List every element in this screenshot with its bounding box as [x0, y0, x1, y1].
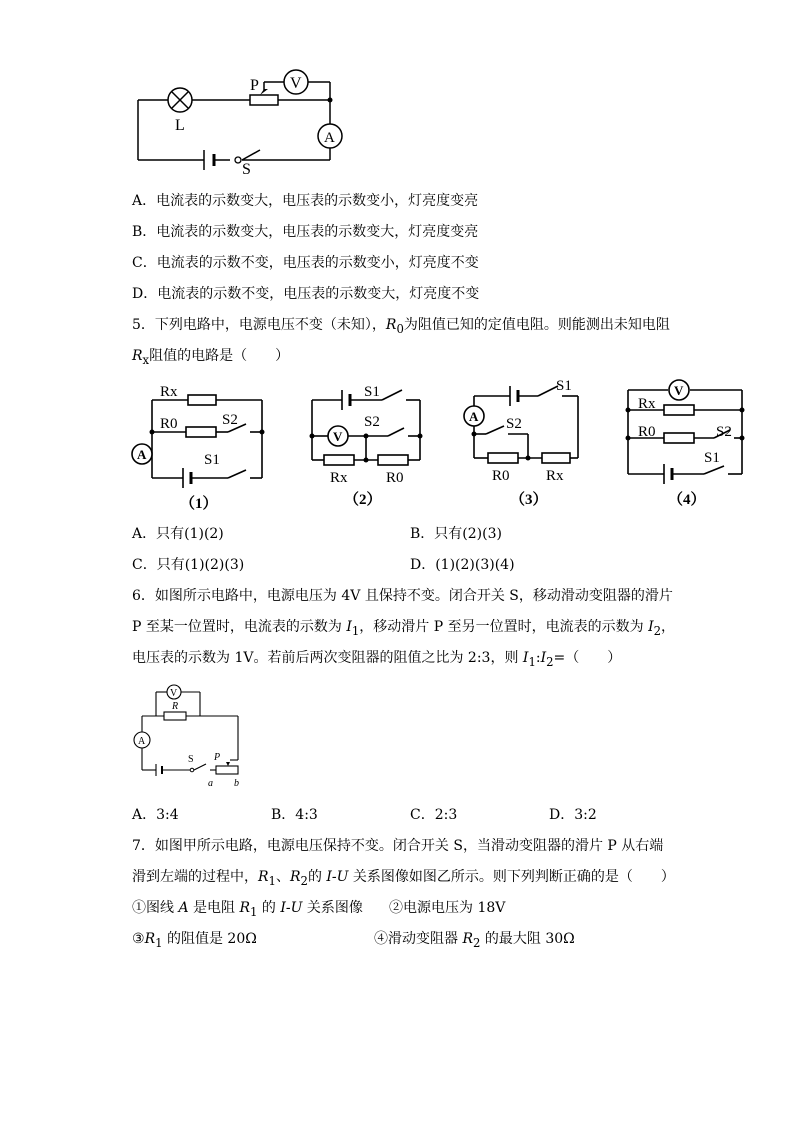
q7-line2-part1: 滑到左端的过程中， — [132, 869, 258, 885]
q4-option-c: C．电流表的示数不变，电压表的示数变小，灯亮度不变 — [132, 255, 479, 271]
q5-option-d: D．(1)(2)(3)(4) — [410, 557, 515, 573]
q7-s4-r-symbol: R — [462, 931, 473, 947]
q5-rx-subscript: x — [142, 352, 150, 367]
q5-fig2-r0-label: R0 — [386, 470, 404, 486]
q7-r1-subscript: 1 — [268, 873, 276, 888]
q6-option-b: B．4:3 — [271, 807, 318, 823]
q5-fig4-s1-label: S1 — [704, 450, 720, 466]
q5-fig1-s1-label: S1 — [204, 452, 220, 468]
q5-fig4-caption: （4） — [668, 492, 706, 508]
q6-ratio-sub2: 2 — [546, 654, 554, 669]
switch-label: S — [242, 161, 251, 177]
q6-ratio-sub1: 1 — [528, 654, 536, 669]
q7-statement-2: ②电源电压为 18V — [389, 900, 506, 916]
q5-fig2-voltmeter-label: V — [333, 429, 343, 444]
q7-s1-curve-a: A — [178, 900, 189, 916]
q6-line3-part2: =（ ） — [553, 650, 622, 666]
q5-option-c: C．只有(1)(2)(3) — [132, 557, 245, 573]
q5-stem-line1 — [132, 316, 670, 338]
q6-line2-part3: ， — [661, 619, 676, 635]
q6-i1-symbol: I — [346, 619, 352, 635]
q5-r0-subscript: 0 — [396, 321, 404, 336]
q6-ratio-i2: I — [540, 650, 547, 666]
q7-r1-symbol: R — [258, 869, 269, 885]
q7-s1-part3: 的 — [257, 900, 281, 916]
q5-figure-2 — [302, 380, 432, 515]
q7-s4-part1: ④滑动变阻器 — [374, 931, 463, 947]
q6-end-a-label: a — [208, 778, 213, 789]
q7-s4-part2: 的最大阻 30Ω — [480, 931, 575, 947]
q5-fig3-r0-label: R0 — [492, 468, 510, 484]
q6-ratio-colon: : — [535, 650, 541, 666]
voltmeter-label: V — [290, 75, 302, 92]
q6-voltmeter-label: V — [170, 688, 178, 699]
q4-option-d: D．电流表的示数不变，电压表的示数变大，灯亮度不变 — [132, 286, 480, 302]
q7-r2-symbol: R — [289, 869, 301, 885]
q5-fig4-voltmeter-label: V — [674, 383, 684, 398]
q7-r2-subscript: 2 — [300, 873, 308, 888]
q5-fig1-s2-label: S2 — [222, 412, 238, 428]
q7-s3-r-symbol: R — [144, 931, 156, 947]
q5-fig2-s2-label: S2 — [364, 414, 380, 430]
q5-stem-line2 — [132, 347, 289, 369]
q6-option-c: C．2:3 — [410, 807, 458, 823]
q6-ratio-i1: I — [522, 650, 529, 666]
q5-option-b: B．只有(2)(3) — [410, 526, 502, 542]
q5-fig3-rx-label: Rx — [546, 468, 564, 484]
q7-s1-part4: 关系图像 — [302, 900, 363, 916]
q6-stem-line2 — [132, 618, 675, 640]
q4-option-b: B．电流表的示数变大，电压表的示数变大，灯亮度变亮 — [132, 224, 479, 240]
q6-line2-part1: P 至某一位置时，电流表的示数为 — [132, 619, 347, 635]
q6-stem-line1: 6．如图所示电路中，电源电压为 4V 且保持不变。闭合开关 S，移动滑动变阻器的滑片 — [132, 588, 673, 604]
q7-s1-r-symbol: R — [239, 900, 251, 916]
q6-line3-part1: 电压表的示数为 1V。若前后两次变阻器的阻值之比为 2:3，则 — [132, 650, 523, 666]
q5-figure-4 — [620, 374, 750, 514]
q5-fig3-s1-label: S1 — [556, 378, 572, 394]
q6-stem-line3 — [132, 649, 621, 671]
q5-fig4-rx-label: Rx — [638, 396, 656, 412]
q4-circuit-figure — [130, 62, 360, 177]
q7-s3-r-subscript: 1 — [155, 935, 163, 950]
q6-i2-subscript: 2 — [653, 623, 662, 638]
q6-circuit-figure — [130, 680, 250, 790]
q4-option-a: A．电流表的示数变大，电压表的示数变小，灯亮度变亮 — [132, 193, 479, 209]
lamp-label: L — [175, 117, 185, 134]
q5-fig2-rx-label: Rx — [330, 470, 348, 486]
q5-stem-part3: 阻值的电路是（ ） — [149, 348, 290, 364]
q5-fig1-r0-label: R0 — [160, 416, 178, 432]
q5-rx-symbol: R — [132, 348, 143, 364]
q5-fig3-ammeter-label: A — [469, 409, 479, 424]
q5-fig4-r0-label: R0 — [638, 424, 656, 440]
q7-stem-line2 — [132, 868, 675, 890]
q7-s1-iu-symbol: I-U — [280, 900, 303, 916]
q6-option-a: A．3:4 — [132, 807, 179, 823]
q5-stem-part1: 5．下列电路中，电源电压不变（未知）， — [132, 317, 386, 333]
q7-s1-part2: 是电阻 — [188, 900, 240, 916]
q7-line2-part3: 关系图像如图乙所示。则下列判断正确的是（ ） — [348, 869, 675, 885]
q5-fig2-s1-label: S1 — [364, 384, 380, 400]
q6-i1-subscript: 1 — [351, 623, 360, 638]
q6-resistor-label: R — [172, 701, 179, 712]
q5-r0-symbol: R — [385, 317, 397, 333]
q7-statement-1 — [132, 899, 363, 921]
q7-s1-r-subscript: 1 — [250, 904, 258, 919]
q5-fig1-ammeter-label: A — [137, 447, 147, 462]
q6-end-b-label: b — [234, 778, 239, 789]
q7-separator: 、 — [275, 869, 290, 885]
q7-s1-part1: ①图线 — [132, 900, 179, 916]
q7-s4-r-subscript: 2 — [473, 935, 481, 950]
q6-switch-label: S — [188, 754, 194, 765]
q5-fig4-s2-label: S2 — [716, 424, 732, 440]
q7-statement-4 — [374, 930, 575, 952]
q5-figure-1 — [128, 380, 268, 515]
slider-label: P — [250, 77, 259, 94]
q7-iu-symbol: I-U — [326, 869, 349, 885]
q7-s3-part1: ③ — [132, 931, 145, 947]
q6-i2-symbol: I — [648, 619, 654, 635]
q5-stem-part2: 为阻值已知的定值电阻。则能测出未知电阻 — [403, 317, 670, 333]
q7-statement-3 — [132, 930, 257, 952]
q5-fig1-caption: （1） — [180, 496, 218, 512]
q5-figure-3 — [456, 374, 596, 514]
q5-fig1-rx-label: Rx — [160, 384, 178, 400]
q7-line2-part2: 的 — [307, 869, 327, 885]
q6-ammeter-label: A — [138, 736, 146, 747]
q6-slider-label: P — [214, 752, 221, 763]
q6-line2-part2: ，移动滑片 P 至另一位置时，电流表的示数为 — [359, 619, 649, 635]
q7-stem-line1: 7．如图甲所示电路，电源电压保持不变。闭合开关 S，当滑动变阻器的滑片 P 从右端 — [132, 838, 664, 854]
q5-fig2-caption: （2） — [344, 492, 382, 508]
q7-s3-part2: 的阻值是 20Ω — [162, 931, 257, 947]
q5-option-a: A．只有(1)(2) — [132, 526, 224, 542]
ammeter-label: A — [324, 130, 335, 146]
q5-fig3-s2-label: S2 — [506, 416, 522, 432]
q5-fig3-caption: （3） — [510, 492, 548, 508]
q6-option-d: D．3:2 — [549, 807, 597, 823]
